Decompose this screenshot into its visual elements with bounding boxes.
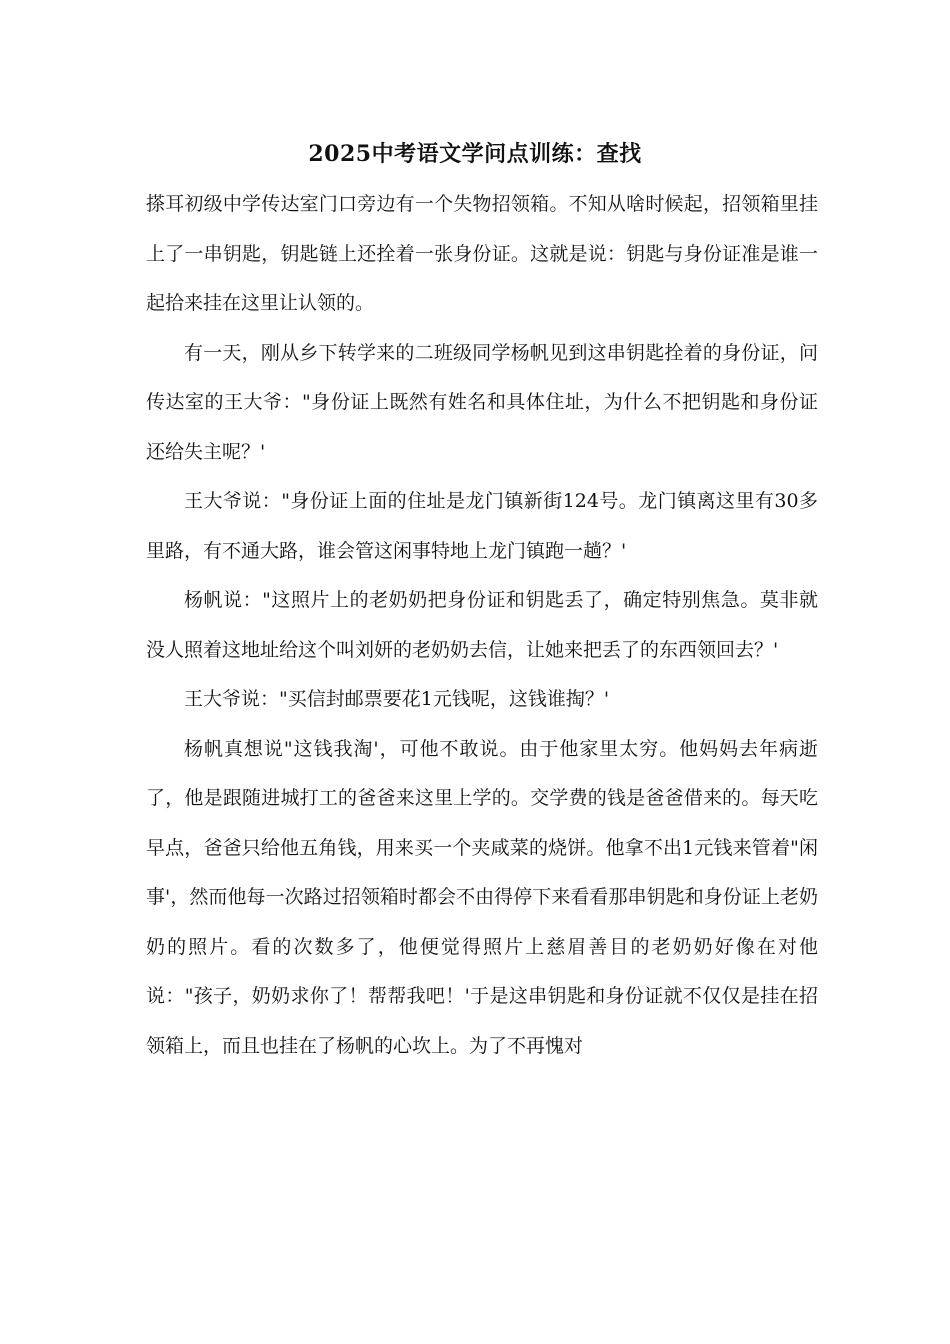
paragraph-5: 王大爷说："买信封邮票要花1元钱呢，这钱谁掏？' bbox=[184, 688, 610, 710]
paragraph-3: 王大爷说："身份证上面的住址是龙门镇新街124号。龙门镇离这里有30多里路，有不通大路，谁会管这闲事特地上龙门镇跑一趟？' bbox=[146, 490, 818, 562]
paragraph-6: 杨帆真想说"这钱我淘'，可他不敢说。由于他家里太穷。他妈妈去年病逝了，他是跟随进城打工的爸爸来这里上学的。交学费的钱是爸爸借来的。每天吃早点，爸爸只给他五角钱，用来买一个夹咸菜的烧饼。他拿不出1元钱来管着"闲事'，然而他每一次路过招领箱时都会不由得停下来看看那串钥匙和身份证上老奶奶的照片。看的次数多了，他便觉得照片上慈眉善目的老奶奶好像在对他说："孩子，奶奶求你了！帮帮我吧！'于是这串钥匙和身份证就不仅仅是挂在招领箱上，而且也挂在了杨帆的心坎上。为了不再愧对 bbox=[146, 737, 818, 1057]
document-title: 2025中考语文学问点训练：查找 bbox=[308, 141, 642, 167]
paragraph-2: 有一天，刚从乡下转学来的二班级同学杨帆见到这串钥匙拴着的身份证，问传达室的王大爷："身份证上既然有姓名和具体住址，为什么不把钥匙和身份证还给失主呢？' bbox=[146, 341, 818, 463]
paragraph-4: 杨帆说："这照片上的老奶奶把身份证和钥匙丢了，确定特别焦急。莫非就没人照着这地址给这个叫刘妍的老奶奶去信，让她来把丢了的东西领回去？' bbox=[146, 589, 818, 661]
paragraph-1: 搽耳初级中学传达室门口旁边有一个失物招领箱。不知从啥时候起，招领箱里挂上了一串钥匙，钥匙链上还拴着一张身份证。这就是说：钥匙与身份证准是谁一起拾来挂在这里让认领的。 bbox=[146, 193, 818, 314]
document-body bbox=[146, 180, 818, 1071]
